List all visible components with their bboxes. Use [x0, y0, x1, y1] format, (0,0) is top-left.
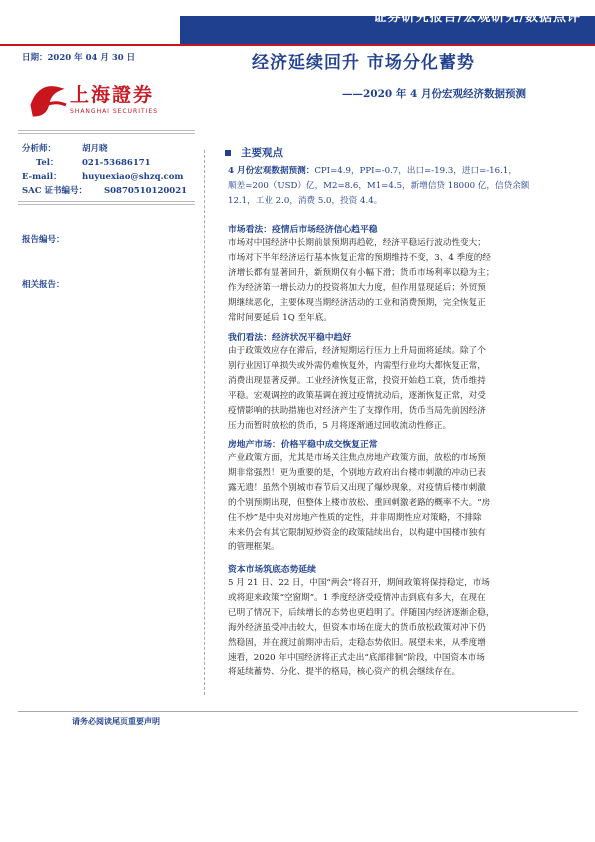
tel-value: 021-53686171: [82, 158, 151, 168]
body-line: 露无遗！虽然个别城市春节后又出现了爆炒现象，对疫情后楼市刺激: [228, 482, 486, 493]
section-body-market-view: [228, 236, 573, 325]
body-line: 5 月 21 日、22 日，中国“两会”将召开，期间政策将保持稳定，市场: [228, 578, 490, 588]
analyst-name-row: [22, 142, 108, 154]
body-line: 压力而暂时放松的货币，5 月将逐渐通过回收流动性修正。: [228, 420, 452, 431]
report-title: 经济延续回升 市场分化蓄势: [252, 53, 475, 73]
report-date: [22, 51, 135, 63]
macro-line: 顺差=200（USD）亿，M2=8.6，M1=4.5，新增信贷 18000 亿，信贷余额: [228, 180, 530, 191]
report-subtitle: ——2020 年 4 月份宏观经济数据预测: [342, 88, 526, 100]
footer-divider: [18, 711, 578, 712]
analyst-sac-row: [22, 184, 187, 196]
body-line: 作为经济第一增长动力的投资将加大力度，但作用显现延后；外贸预: [228, 282, 486, 293]
square-bullet-icon: [225, 150, 231, 156]
macro-forecast-paragraph: [228, 164, 573, 209]
section-body-real-estate: [228, 451, 573, 555]
body-line: 未来仍会有其它限制短炒资金的政策陆续出台，以构建中国楼市独有: [228, 527, 486, 538]
divider: [18, 201, 195, 202]
section-heading-market-view: 市场看法：疫情后市场经济信心趋平稳: [228, 225, 378, 235]
sac-label: SAC 证书编号：: [22, 186, 87, 196]
logo-text-en: SHANGHAI SECURITIES: [70, 108, 159, 115]
body-line: 济增长都有显著回升，新预期仅有小幅下滑；货币市场利率以稳为主；: [228, 267, 495, 278]
section-heading-real-estate: 房地产市场：价格平稳中成交恢复正常: [228, 440, 378, 450]
section-body-capital-market: [228, 576, 573, 680]
section-header-text: 主要观点: [241, 147, 283, 159]
body-line: 住不炒”是中央对房地产性质的定性，并非周期性应对策略，不排除: [228, 512, 482, 523]
analyst-email-row: [22, 170, 183, 182]
body-line: 由于政策效应存在滞后，经济短期运行压力上升局面将延续。除了个: [228, 346, 486, 356]
body-line: 别行业因订单损失或外需仍难恢复外，内需型行业均大都恢复正常，: [228, 360, 486, 371]
body-line: 将延续蓄势、分化、提半的格局，核心资产的机会继续存在。: [228, 667, 461, 678]
macro-line: 12.1，工业 2.0，消费 5.0，投资 4.4。: [228, 195, 383, 206]
tel-label: Tel：: [36, 158, 59, 168]
section-body-our-view: [228, 344, 573, 433]
divider: [18, 204, 195, 205]
body-line: 期非常强烈！更为重要的是，个别地方政府出台楼市刺激的冲动已表: [228, 467, 486, 478]
date-label: 日期：: [22, 53, 48, 63]
analyst-label: 分析师：: [22, 144, 57, 154]
section-header-key-points: [225, 145, 283, 160]
body-line: 海外经济虽受冲击较大，但资本市场在庞大的货币放松政策对冲下仍: [228, 622, 486, 633]
body-line: 平稳。宏观调控的政策基调在渡过疫情扰动后，逐渐恢复正常，对受: [228, 390, 486, 401]
body-line: 的个别预期出现，但整体上楼市放松、重回刺激老路的概率不大。“房: [228, 497, 491, 508]
analyst-tel-row: [22, 156, 151, 168]
body-line: 的管理框架。: [228, 542, 280, 553]
report-category: 证券研究报告/宏观研究/数据点评: [373, 10, 581, 25]
analyst-name: 胡月晓: [82, 144, 108, 154]
body-line: 期继续恶化，主要体现当期经济活动的工业和消费预期，完全恢复正: [228, 297, 486, 308]
sac-value: S0870510120021: [104, 186, 188, 196]
body-line: 消费出现显著反弹。工业经济恢复正常，投资开始趋工衰，货币维持: [228, 375, 486, 386]
macro-line: [228, 164, 573, 179]
date-value: 2020 年 04 月 30 日: [47, 53, 136, 63]
divider: [18, 133, 195, 134]
header-divider: [0, 44, 595, 46]
email-value[interactable]: huyuexiao@shzq.com: [82, 172, 184, 182]
divider: [18, 130, 195, 131]
email-label: E-mail：: [22, 172, 62, 182]
body-line: 产业政策方面，尤其是市场关注焦点房地产政策方面，放松的市场预: [228, 453, 486, 463]
column-divider: [204, 150, 205, 695]
body-line: 市场对下半年经济运行基本恢复正常的预期维持不变，3、4 季度的经: [228, 252, 491, 263]
logo-text-cn: 上海證券: [70, 84, 155, 106]
footer-disclaimer: 请务必阅读尾页重要声明: [72, 716, 160, 726]
section-heading-capital-market: 资本市场筑底态势延续: [228, 565, 316, 575]
related-reports-label: 相关报告：: [22, 280, 65, 290]
macro-text: CPI=4.9，PPI=-0.7，出口=-19.3，进口=-16.1，: [314, 166, 517, 176]
section-heading-our-view: 我们看法：经济状况平稳中趋好: [228, 333, 352, 343]
body-line: 或将迎来政策“空窗期”。1 季度经济受疫情冲击到底有多大，在现在: [228, 592, 486, 603]
body-line: 疫情影响的扶助措施也对经济产生了支撑作用，货币当局先前因经济: [228, 405, 486, 416]
body-line: 常时间要延后 1Q 至年底。: [228, 312, 332, 323]
body-line: 速看，2020 年中国经济将正式走出“底部徘徊”阶段，中国资本市场: [228, 652, 485, 663]
body-line: 然稳固，并在渡过前期冲击后，走稳态势依旧。展望未来，从季度增: [228, 637, 486, 648]
body-line: 市场对中国经济中长期前景预期再趋乾，经济平稳运行波动性变大；: [228, 238, 486, 248]
macro-lead: 4 月份宏观数据预测：: [228, 166, 315, 176]
report-number-label: 报告编号：: [22, 235, 65, 245]
body-line: 已明了情况下，后续增长的态势也更趋明了。伴随国内经济逐渐企稳，: [228, 607, 495, 618]
